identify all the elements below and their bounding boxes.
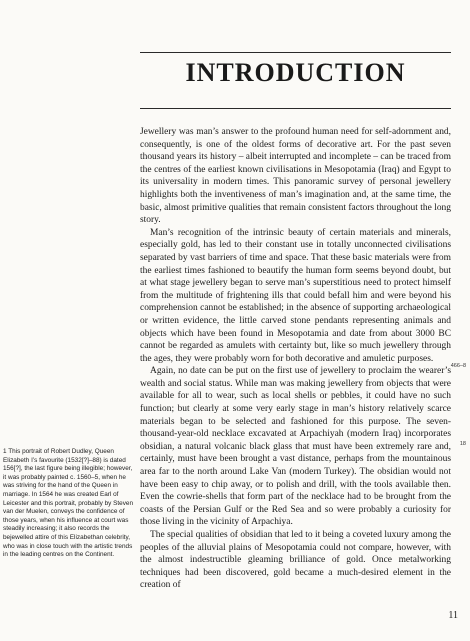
title-rule-top <box>140 52 451 53</box>
figure-caption: 1 This portrait of Robert Dudley, Queen Elizabeth I’s favourite (1532[?]–88) is dated 156[?], the last figure being illegible; however, it was probably painted c. 1560–5, when he was striving for the hand of the Queen in marriage. In 1564 he was created Earl of Leicester and this portrait, probably by Steven van der Muelen, conveys the confidence of those years, when his influence at court was steadily increasing; it also records the bejewelled attire of this Elizabethan celebrity, who was in close touch with the artistic trends in the leading centres on the Continent. <box>3 448 134 559</box>
page-title: INTRODUCTION <box>185 58 406 87</box>
margin-reference: 18 <box>459 441 466 447</box>
title-rule-bottom <box>140 108 451 109</box>
paragraph: Jewellery was man’s answer to the profound human need for self-adornment and, consequently, is one of the oldest forms of decorative art. For the past seven thousand years its history – albeit interrupted and incomplete – can be traced from the centres of the earliest known civilisations in Mesopotamia (Iraq) and Egypt to its universality in modern times. This panoramic survey of personal jewellery highlights both the inventiveness of man’s imagination and, at the same time, the basic, almost primitive qualities that remain consistent factors throughout the long story. <box>140 127 451 226</box>
margin-reference: 466–8 <box>450 363 466 369</box>
paragraph: Again, no date can be put on the first use of jewellery to proclaim the wearer’s wealth and social status. While man was making jewellery from objects that were available for all to wear, such as local shells or pebbles, it could have no such function; but clearly at some very early stage in man’s history relatively scarce materials began to be selected and fashioned for this purpose. The seven-thousand-year-old necklace excavated at Arpachiyah (modern Iraq) incorporates obsidian, a natural volcanic black glass that must have been extremely rare and, certainly, must have been brought a vast distance, perhaps from the mountainous area far to the north around Lake Van (modern Turkey). The obsidian would not have been easy to chip away, or to polish and drill, with the tools available then. Even the cowrie-shells that form part of the necklace had to be brought from the coasts of the Persian Gulf or the Red Sea and so were probably a curiosity for those living in the vicinity of Arpachiya. <box>140 366 451 528</box>
paragraph: Man’s recognition of the intrinsic beauty of certain materials and minerals, especially gold, has led to their constant use in totally unconnected civilisations separated by vast barriers of time and space. That these basic materials were from the earliest times fashioned to beautify the human form seems beyond doubt, but at what stage jewellery began to serve man’s superstitious need to protect himself from the multitude of frightening ills that could befall him and were beyond his comprehension cannot be established; in the absence of supporting archaeological or written evidence, the little carved stone pendants representing animals and objects which have been found in Mesopotamia and date from about 3000 BC cannot be regarded as amulets with certainty but, like so much jewellery through the ages, they were probably worn for both decorative and amuletic purposes. <box>140 227 451 364</box>
page-number: 11 <box>448 610 458 621</box>
main-text <box>140 126 451 592</box>
paragraph: The special qualities of obsidian that led to it being a coveted luxury among the peoples of the alluvial plains of Mesopotamia could not compare, however, with the almost indestructible gleaming brilliance of gold. Once metalworking techniques had been discovered, gold became a much-desired element in the creation of <box>140 530 451 591</box>
